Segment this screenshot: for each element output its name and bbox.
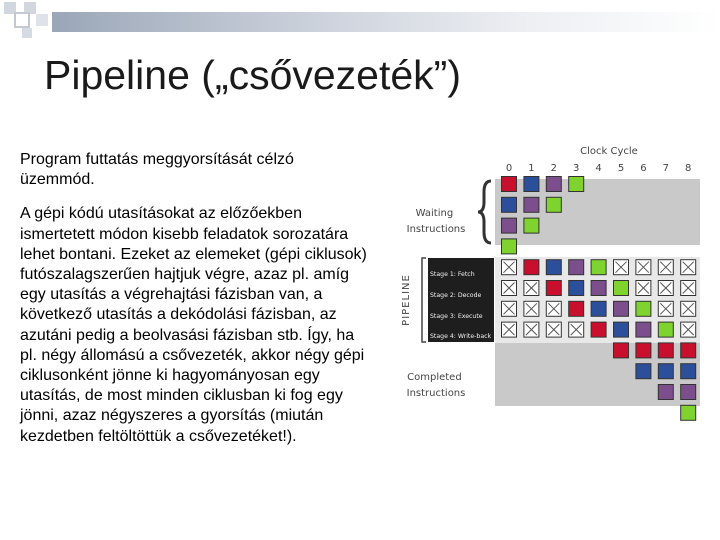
pipeline-instruction-block [546, 260, 561, 275]
pipeline-instruction-block [614, 322, 629, 337]
pipeline-instruction-block [569, 301, 584, 316]
decorative-square [14, 12, 30, 28]
pipeline-instruction-block [636, 322, 651, 337]
waiting-instruction-block [546, 177, 561, 192]
completed-instructions-label [407, 372, 466, 399]
pipeline-label: PIPELINE [401, 274, 412, 326]
stage-label: Stage 4: Write-back [430, 333, 492, 340]
waiting-instruction-block [524, 197, 539, 212]
cycle-number-label: 5 [617, 163, 625, 174]
pipeline-instruction-block [636, 301, 651, 316]
completed-instruction-block [681, 405, 696, 420]
stage-label: Stage 1: Fetch [430, 271, 475, 278]
waiting-instruction-block [502, 197, 517, 212]
cycle-number-label: 3 [573, 163, 580, 174]
completed-instruction-block [614, 343, 629, 358]
waiting-instruction-block [502, 177, 517, 192]
cycle-number-label: 6 [640, 163, 647, 174]
completed-label-line: Instructions [406, 388, 466, 399]
body-paragraph: A gépi kódú utasításokat az előzőekben ismertetett módon kisebb feladatok sorozatára lehet bontani. Ezeket az elemeket (gépi ciklusok) futószalagszerűen hajtjuk végre, azaz pl. amíg egy utasítás a végrehajtási fázisban van, a következő utasítás a dekódolási fázisban, az azutáni pedig a beolvasási fázisban stb. Így, ha pl. négy állomású a csővezeték, akkor négy gépi ciklusonként jönne ki hagyományosan egy utasítás, de most minden ciklusban ki fog egy jönni, azaz négyszeres a gyorsítás (miután kezdetben feltöltöttük a csővezetéket!). [20, 205, 367, 445]
decorative-square [36, 14, 48, 26]
clock-cycle-label: Clock Cycle [580, 146, 638, 157]
completed-instruction-block [658, 343, 673, 358]
cycle-number-label: 7 [662, 163, 669, 174]
cycle-number-label: 1 [528, 163, 535, 174]
stage-label: Stage 2: Decode [430, 292, 482, 299]
waiting-instruction-block [569, 177, 584, 192]
completed-instruction-block [636, 343, 651, 358]
completed-instruction-block [681, 364, 696, 379]
cycle-number-label: 8 [685, 163, 692, 174]
pipeline-instruction-block [614, 301, 629, 316]
cycle-number-label: 4 [595, 163, 602, 174]
waiting-instruction-block [546, 197, 561, 212]
cycle-number-label: 2 [550, 163, 557, 174]
waiting-instruction-block [502, 218, 517, 233]
pipeline-instruction-block [614, 281, 629, 296]
slide-title: Pipeline („csővezeték”) [44, 52, 461, 98]
cycle-number-label: 0 [505, 163, 513, 174]
pipeline-instruction-block [569, 260, 584, 275]
pipeline-instruction-block [569, 281, 584, 296]
title-gradient-bar [52, 12, 720, 32]
pipeline-diagram [392, 142, 720, 422]
pipeline-bracket [422, 258, 426, 342]
waiting-instruction-block [502, 239, 517, 254]
completed-label-line: Completed [407, 372, 462, 383]
decorative-square [22, 28, 32, 38]
waiting-instruction-block [524, 218, 539, 233]
pipeline-instruction-block [591, 322, 606, 337]
completed-instruction-block [658, 385, 673, 400]
waiting-instruction-block [524, 177, 539, 192]
waiting-instructions-label [407, 208, 466, 235]
pipeline-instruction-block [591, 260, 606, 275]
stage-label: Stage 3: Execute [430, 313, 483, 320]
waiting-label-line: Instructions [406, 224, 466, 235]
completed-instruction-block [681, 343, 696, 358]
waiting-label-line: Waiting [415, 208, 454, 219]
completed-instruction-block [658, 364, 673, 379]
pipeline-instruction-block [591, 301, 606, 316]
waiting-brace [478, 181, 491, 243]
body-paragraph: Program futtatás meggyorsítását célzó üzemmód. [20, 151, 294, 189]
pipeline-instruction-block [658, 322, 673, 337]
completed-instruction-block [636, 364, 651, 379]
completed-instruction-block [681, 385, 696, 400]
pipeline-instruction-block [546, 281, 561, 296]
pipeline-instruction-block [591, 281, 606, 296]
slide-body [20, 150, 370, 461]
pipeline-instruction-block [524, 260, 539, 275]
